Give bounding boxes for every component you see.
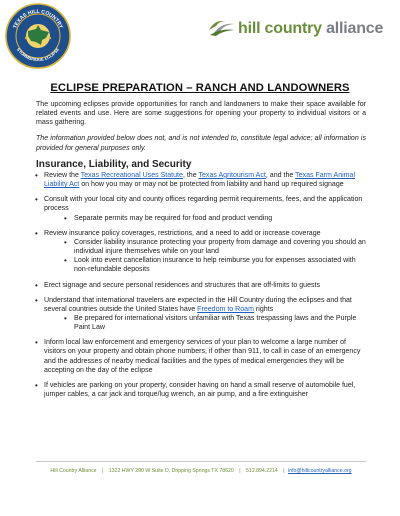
list-item-text: Understand that international travelers are expected in the Hill Country during the eclipses and that several countries outside the United States have <box>44 296 352 313</box>
footer-separator: | <box>102 468 104 474</box>
sub-list-item: • Separate permits may be required for food and product vending <box>64 214 366 223</box>
texas-hill-country-seal-logo <box>5 3 71 69</box>
list-item <box>36 229 366 275</box>
recommendation-list <box>36 171 366 399</box>
sub-list <box>44 314 366 332</box>
page-header <box>0 0 400 70</box>
list-item-text: Review insurance policy coverages, restrictions, and a need to add or increase coverage <box>44 229 321 237</box>
link-freedom-to-roam[interactable]: Freedom to Roam <box>197 305 254 313</box>
list-item: • Inform local law enforcement and emergency services of your plan to welcome a large number of visitors on your property and obtain phone numbers, if other than 911, to call in case of an emergency and the addresses of nearby medical facilities and the types of medical emergencies they will be accepting on the day of the eclipse <box>36 338 366 375</box>
list-item: • If vehicles are parking on your property, consider having on hand a small reserve of automobile fuel, jumper cables, a car jack and torque/lug wrench, an air pump, and a fire extinguisher <box>36 381 366 399</box>
footer-phone: 512.894.2214 <box>246 468 278 474</box>
link-recreational-uses-statute[interactable]: Texas Recreational Uses Statute <box>80 171 183 179</box>
sub-list-item: • Look into event cancellation insurance to help reimburse you for expenses associated with non-refundable deposits <box>64 256 366 274</box>
list-item-text: Consult with your local city and county offices regarding permit requirements, fees, and the application process <box>44 196 363 213</box>
section-heading: Insurance, Liability, and Security <box>36 158 192 170</box>
link-farm-animal-liability-act[interactable]: Texas Farm Animal Liability Act <box>44 171 356 189</box>
disclaimer-paragraph: The information provided below does not, and is not intended to, constitute legal advice; all information is provided for general purposes only. <box>36 135 366 152</box>
list-item-text: , and the <box>265 171 296 179</box>
document-body <box>36 100 366 405</box>
hill-country-alliance-logo[interactable] <box>208 16 388 42</box>
sub-list <box>44 238 366 275</box>
brand-wordmark <box>238 20 383 38</box>
intro-paragraph: The upcoming eclipses provide opportunities for ranch and landowners to make their space available for related events and use. Here are some suggestions for opening your property to individual visitors or a mass gathering. <box>36 101 366 127</box>
sub-list-item: • Be prepared for international visitors unfamiliar with Texas trespassing laws and the Purple Paint Law <box>64 314 366 332</box>
list-item <box>36 296 366 333</box>
footer-divider <box>36 461 366 462</box>
list-item: • Erect signage and secure personal residences and structures that are off-limits to guests <box>36 281 366 290</box>
seal-bottom-text: STORMBRIDGE ECLIPSE <box>15 46 61 63</box>
list-item <box>36 195 366 222</box>
footer-address: 1322 HWY 290 W Suite D, Dripping Springs TX 78620 <box>108 468 234 474</box>
sub-list <box>44 214 366 223</box>
list-item-text: , the <box>182 171 199 179</box>
page-footer <box>0 468 400 474</box>
footer-org: Hill Country Alliance <box>50 468 97 474</box>
list-item-text: rights <box>253 305 274 313</box>
list-item-text: on how you may or may not be protected from liability and hand up required signage <box>79 181 344 189</box>
footer-separator: | <box>283 468 285 474</box>
sub-list-item: • Consider liability insurance protecting your property from damage and covering you should an individual injure themselves while on your land <box>64 238 366 256</box>
brand-suffix: alliance <box>326 20 384 37</box>
list-item <box>36 171 366 189</box>
footer-separator: | <box>239 468 241 474</box>
footer-email-link[interactable]: info@hillcountryalliance.org <box>288 468 352 474</box>
page-title: ECLIPSE PREPARATION – RANCH AND LANDOWNERS <box>50 82 350 94</box>
hills-icon <box>208 16 236 38</box>
list-item-text: Review the <box>44 171 81 179</box>
brand-prefix: hill country <box>238 20 322 37</box>
link-agritourism-act[interactable]: Texas Agritourism Act <box>198 171 266 179</box>
seal-top-text: TEXAS HILL COUNTRY <box>12 8 64 30</box>
